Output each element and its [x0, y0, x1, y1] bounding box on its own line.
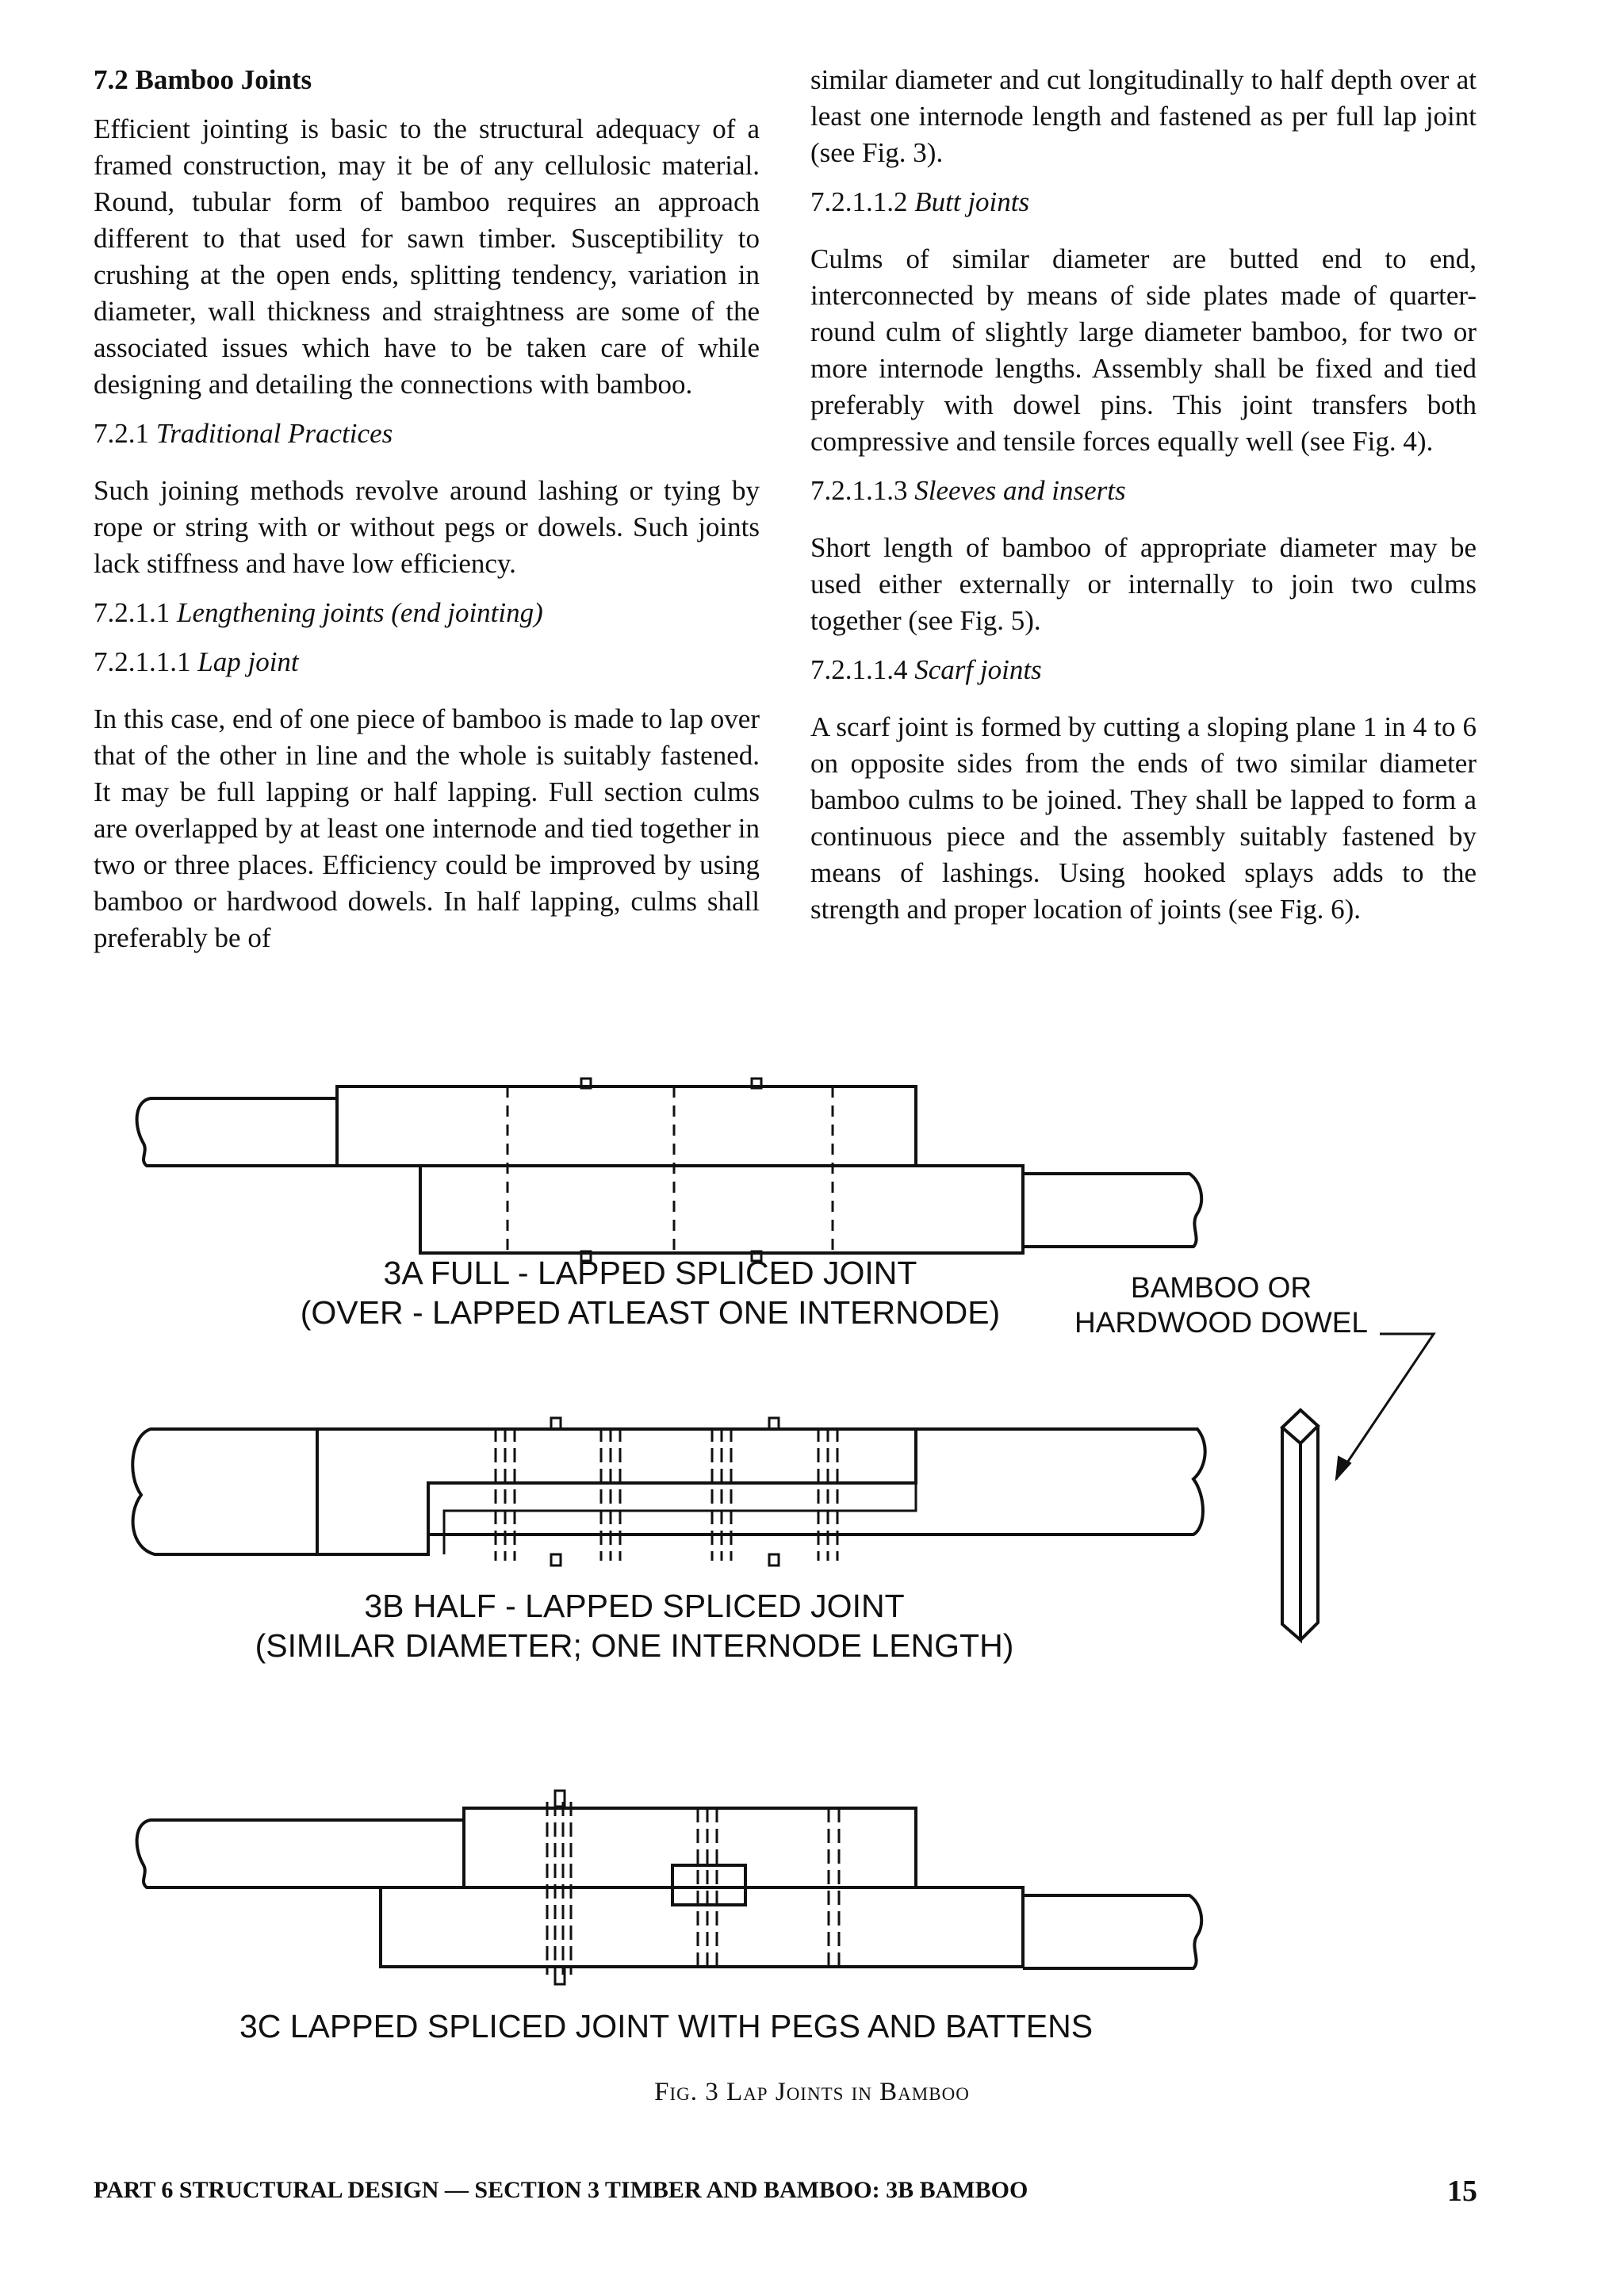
section-title: Lap joint	[197, 646, 299, 677]
figure-caption: Fig. 3 Lap Joints in Bamboo	[654, 2078, 970, 2106]
figure-3a-label	[254, 1253, 1047, 1332]
section-number: 7.2.1.1.1	[94, 646, 191, 677]
dowel-icon	[1282, 1410, 1318, 1640]
section-title: Scarf joints	[914, 654, 1042, 685]
section-7-2-1-1-1-heading	[94, 644, 760, 680]
joint-3c-drawing	[137, 1791, 1202, 1984]
section-7-2-1-text: Such joining methods revolve around lashing or tying by rope or string with or without pegs or dowels. Such joints lack stiffness and have low efficiency.	[94, 475, 760, 579]
section-7-2-1-1-2-heading	[810, 184, 1477, 220]
section-7-2-text: Efficient jointing is basic to the structural adequacy of a framed construction, may it be of any cellulosic material. Round, tubular form of bamboo requires an approach different to that used for sawn timber. Susceptibility to crushing at the open ends, splitting tendency, variation in diameter, wall thickness and straightness are some of the associated issues which have to be taken care of while designing and detailing the connections with bamboo.	[94, 113, 760, 400]
section-number: 7.2.1.1.4	[810, 654, 908, 685]
page-number: 15	[1447, 2175, 1477, 2208]
label-line: 3A FULL - LAPPED SPLICED JOINT	[383, 1255, 917, 1291]
section-7-2-1-1-4-heading	[810, 652, 1477, 688]
section-number: 7.2.1	[94, 418, 149, 449]
left-column	[94, 62, 760, 956]
dowel-icon	[551, 1418, 779, 1565]
section-7-2-1-1-heading	[94, 595, 760, 631]
upper-culm	[137, 1808, 916, 1887]
section-title: Traditional Practices	[155, 418, 393, 449]
node-lines	[508, 1086, 833, 1253]
section-number: 7.2.1.1.3	[810, 475, 908, 506]
lower-culm	[317, 1429, 1205, 1554]
right-column	[810, 62, 1477, 928]
dowel-label	[1055, 1270, 1388, 1340]
figure-3	[0, 1063, 1624, 2109]
section-number: 7.2.1.1.2	[810, 186, 908, 217]
section-7-2-1-heading	[94, 416, 760, 452]
figure-3c-label: 3C LAPPED SPLICED JOINT WITH PEGS AND BATTENS	[239, 2008, 1094, 2044]
label-line: (OVER - LAPPED ATLEAST ONE INTERNODE)	[300, 1294, 1001, 1331]
figure-3b-label	[238, 1586, 1031, 1665]
label-line: (SIMILAR DIAMETER; ONE INTERNODE LENGTH)	[255, 1627, 1014, 1664]
label-line: HARDWOOD DOWEL	[1074, 1306, 1368, 1339]
upper-culm	[137, 1086, 916, 1166]
lower-culm	[381, 1887, 1201, 1968]
leader-line	[1336, 1334, 1434, 1479]
footer-running-title: PART 6 STRUCTURAL DESIGN — SECTION 3 TIMBER AND BAMBOO: 3B BAMBOO	[94, 2177, 1028, 2203]
section-7-2-1-1-2-text: Culms of similar diameter are butted end to end, interconnected by means of side plates made of quarter-round culm of slightly large diameter bamboo, for two or more internode lengths. Assembly shall be fixed and tied preferably with dowel pins. This joint transfers both compressive and tensile forces equally well (see Fig. 4).	[810, 243, 1477, 457]
batten	[672, 1865, 745, 1905]
section-title: Lengthening joints (end jointing)	[177, 597, 543, 628]
lashing	[496, 1427, 837, 1561]
dowel-icon	[581, 1079, 761, 1261]
section-7-2-heading: 7.2 Bamboo Joints	[94, 64, 312, 95]
section-7-2-1-1-4-text: A scarf joint is formed by cutting a sloping plane 1 in 4 to 6 on opposite sides from the ends of two similar diameter bamboo culms to be joined. They shall be lapped to form a continuous piece and the assembly suitably fastened by means of lashings. Using hooked splays adds to the strength and proper location of joints (see Fig. 6).	[810, 711, 1477, 925]
joint-3b-drawing	[132, 1418, 1205, 1565]
section-title: Sleeves and inserts	[914, 475, 1126, 506]
section-number: 7.2.1.1	[94, 597, 170, 628]
dowel-detail	[1282, 1334, 1434, 1640]
label-line: 3B HALF - LAPPED SPLICED JOINT	[364, 1588, 905, 1624]
section-7-2-1-1-3-heading	[810, 473, 1477, 509]
section-7-2-1-1-3-text: Short length of bamboo of appropriate diameter may be used either externally or internally to join two culms together (see Fig. 5).	[810, 532, 1477, 636]
section-title: Butt joints	[914, 186, 1030, 217]
lower-culm	[420, 1166, 1201, 1253]
section-7-2-1-1-1-text: In this case, end of one piece of bamboo is made to lap over that of the other in line and the whole is suitably fastened. It may be full lapping or half lapping. Full section culms are overlapped by at least one internode and tied together in two or three places. Efficiency could be improved by using bamboo or hardwood dowels. In half lapping, culms shall preferably be of	[94, 703, 760, 953]
continued-text: similar diameter and cut longitudinally to half depth over at least one internode length and fastened as per full lap joint (see Fig. 3).	[810, 64, 1477, 168]
label-line: BAMBOO OR	[1130, 1271, 1312, 1304]
joint-3a-drawing	[137, 1079, 1202, 1261]
